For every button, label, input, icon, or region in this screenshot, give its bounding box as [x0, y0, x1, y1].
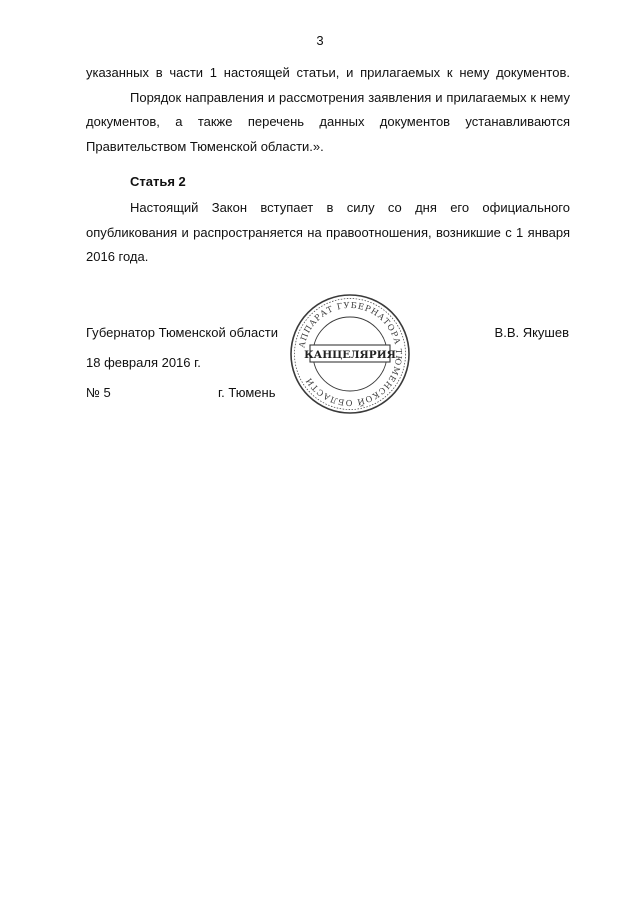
paragraph-line: указанных в части 1 настоящей статьи, и прилагаемых к нему документов. [86, 65, 570, 80]
seal-center-text: КАНЦЕЛЯРИЯ [304, 349, 396, 361]
signing-date: 18 февраля 2016 г. [86, 355, 201, 370]
article-line: опубликования и распространяется на правоотношения, возникшие с 1 января [86, 224, 570, 240]
article-body [86, 196, 570, 270]
governor-title: Губернатор Тюменской области [86, 325, 278, 340]
official-seal [288, 292, 412, 416]
paragraph-continuation [86, 61, 570, 159]
seal-ring-text: АППАРАТ ГУБЕРНАТОРА ТЮМЕНСКОЙ ОБЛАСТИ [296, 299, 405, 409]
signing-city: г. Тюмень [218, 385, 276, 400]
article-line: 2016 года. [86, 249, 149, 264]
paragraph-line: Правительством Тюменской области.». [86, 138, 324, 154]
paragraph-line: Порядок направления и рассмотрения заявления и прилагаемых к нему [130, 89, 570, 105]
governor-name: В.В. Якушев [494, 325, 569, 340]
page-number: 3 [316, 33, 324, 48]
law-number: № 5 [86, 385, 111, 400]
article-line: Настоящий Закон вступает в силу со дня его официального [130, 200, 570, 215]
paragraph-line: документов, а также перечень данных документов устанавливаются [86, 114, 570, 129]
article-heading: Статья 2 [130, 174, 186, 189]
